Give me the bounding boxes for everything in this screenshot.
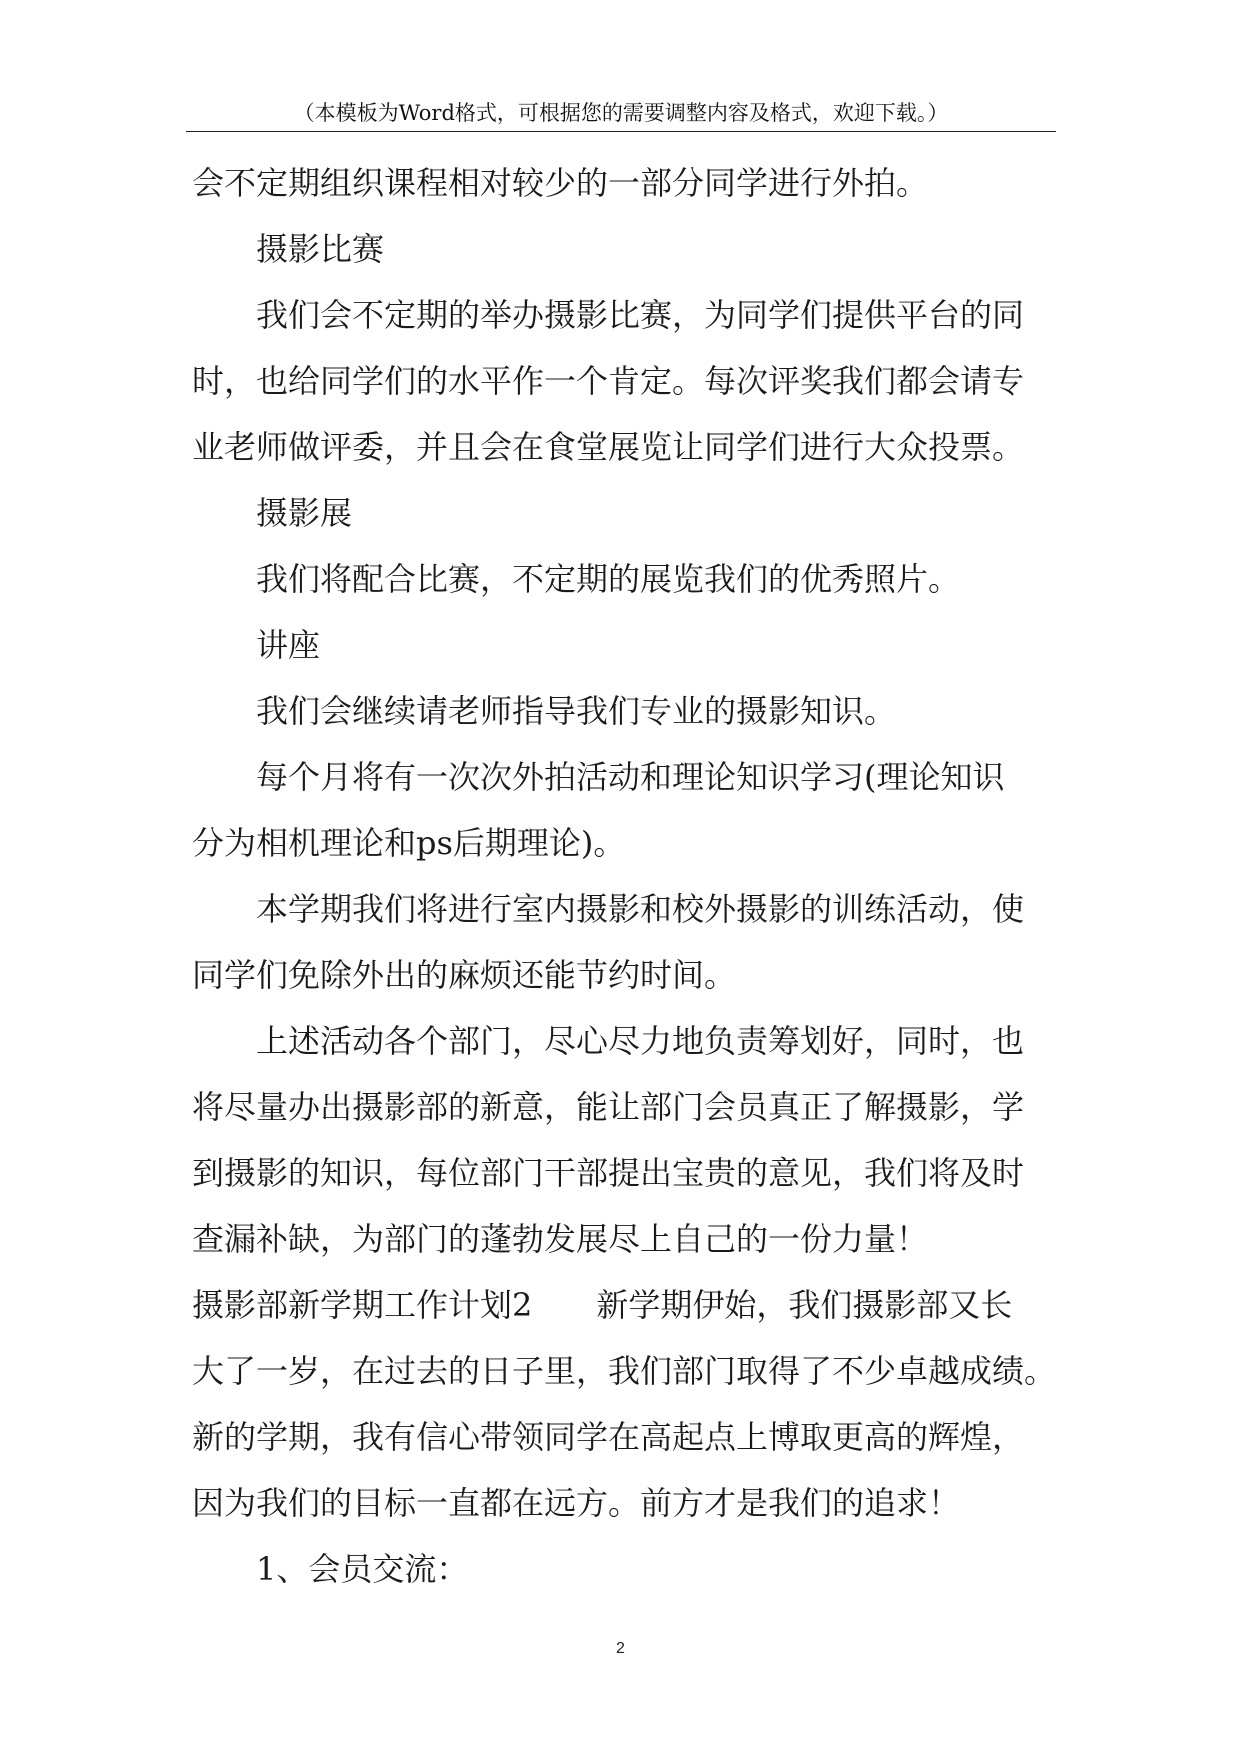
document-body: [192, 150, 1062, 1602]
section-heading-lecture: 讲座: [256, 626, 321, 664]
section-heading-member-exchange: 1、会员交流：: [256, 1550, 469, 1588]
page-number: 2: [616, 1640, 625, 1657]
text-line: 新的学期，我有信心带领同学在高起点上博取更高的辉煌，: [192, 1418, 1025, 1456]
text-line: 每个月将有一次次外拍活动和理论知识学习(理论知识: [256, 758, 1005, 796]
text-line: 我们会不定期的举办摄影比赛，为同学们提供平台的同: [256, 296, 1025, 334]
section-heading-photo-contest: 摄影比赛: [256, 230, 385, 268]
text-line: 查漏补缺，为部门的蓬勃发展尽上自己的一份力量！: [192, 1220, 929, 1258]
plan-title-line: 摄影部新学期工作计划2 新学期伊始，我们摄影部又长: [192, 1286, 1013, 1324]
text-line: 将尽量办出摄影部的新意，能让部门会员真正了解摄影，学: [192, 1088, 1025, 1126]
text-line: 我们会继续请老师指导我们专业的摄影知识。: [256, 692, 897, 730]
section-heading-photo-exhibition: 摄影展: [256, 494, 353, 532]
text-line: 上述活动各个部门，尽心尽力地负责筹划好，同时，也: [256, 1022, 1025, 1060]
text-line: 因为我们的目标一直都在远方。前方才是我们的追求！: [192, 1484, 961, 1522]
text-line: 分为相机理论和ps后期理论)。: [192, 824, 626, 862]
text-line: 大了一岁，在过去的日子里，我们部门取得了不少卓越成绩。: [192, 1352, 1057, 1390]
text-line: 到摄影的知识，每位部门干部提出宝贵的意见，我们将及时: [192, 1154, 1025, 1192]
text-line: 会不定期组织课程相对较少的一部分同学进行外拍。: [192, 164, 929, 202]
text-line: 时，也给同学们的水平作一个肯定。每次评奖我们都会请专: [192, 362, 1025, 400]
template-header-note: （本模板为Word格式，可根据您的需要调整内容及格式，欢迎下载。）: [293, 101, 949, 125]
text-line: 我们将配合比赛，不定期的展览我们的优秀照片。: [256, 560, 961, 598]
header-divider: [186, 131, 1056, 132]
text-line: 本学期我们将进行室内摄影和校外摄影的训练活动，使: [256, 890, 1025, 928]
text-line: 业老师做评委，并且会在食堂展览让同学们进行大众投票。: [192, 428, 1025, 466]
text-line: 同学们免除外出的麻烦还能节约时间。: [192, 956, 737, 994]
